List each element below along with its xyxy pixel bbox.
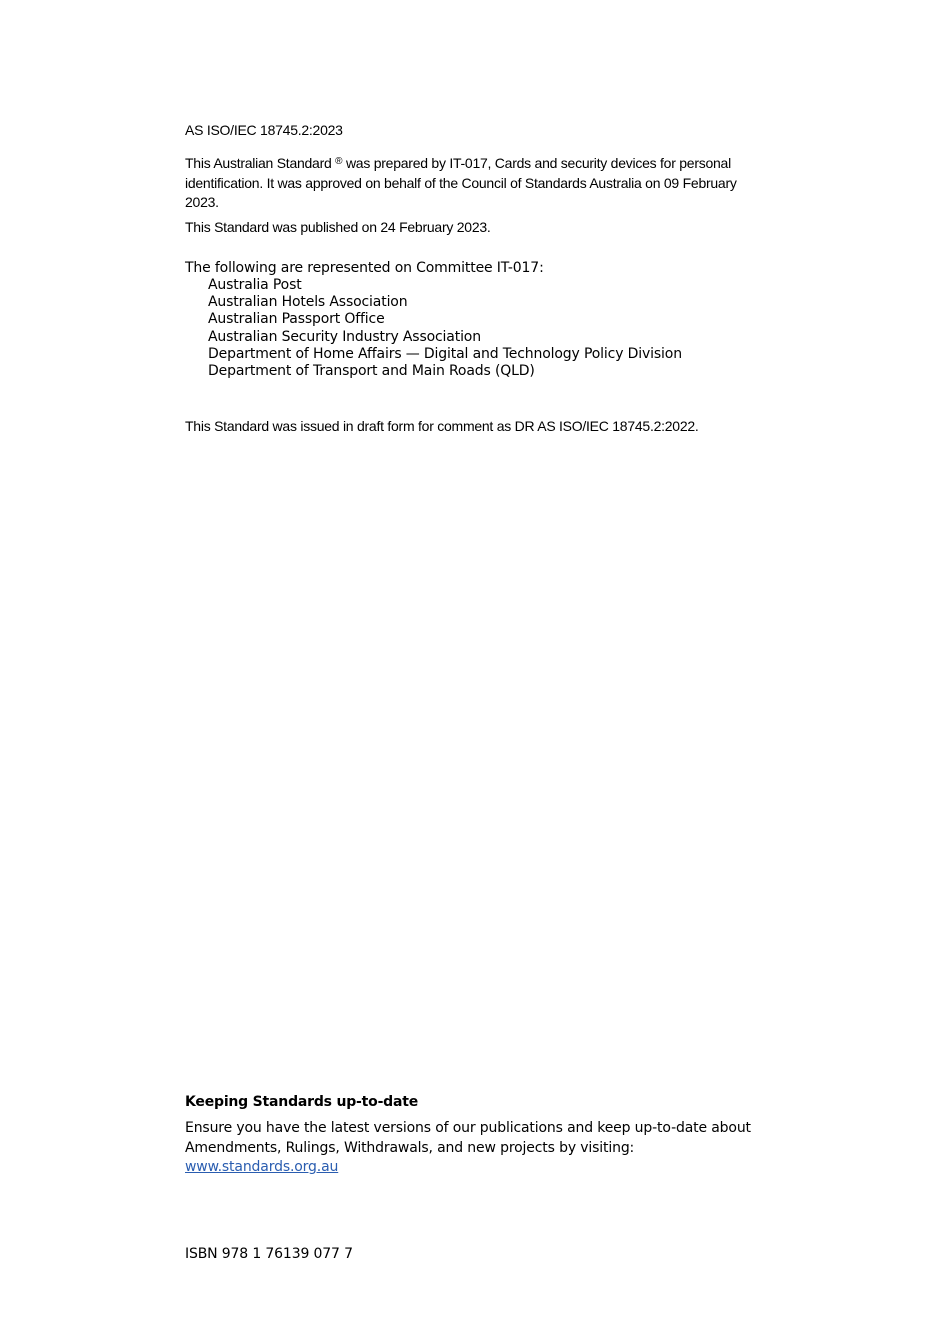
keeping-up-to-date-section bbox=[185, 1094, 785, 1178]
registered-trademark: ® bbox=[335, 156, 343, 167]
committee-intro: The following are represented on Committee IT-017: bbox=[185, 260, 544, 276]
committee-member: Australia Post bbox=[208, 277, 302, 293]
committee-section bbox=[185, 259, 682, 380]
document-identifier: AS ISO/IEC 18745.2:2023 bbox=[185, 122, 343, 138]
committee-member-list bbox=[185, 277, 682, 380]
committee-member: Department of Home Affairs — Digital and Technology Policy Division bbox=[208, 345, 682, 362]
approval-text: was prepared by IT-017, Cards and security devices for personal identification. It was approved on behalf of the Council of Standards Australia on 09 February 2023. bbox=[185, 155, 737, 210]
committee-member: Department of Transport and Main Roads (QLD) bbox=[208, 363, 535, 380]
approval-prefix: This Australian Standard bbox=[185, 155, 332, 171]
approval-statement bbox=[185, 154, 765, 213]
draft-note: This Standard was issued in draft form for comment as DR AS ISO/IEC 18745.2:2022. bbox=[185, 418, 699, 434]
keeping-text bbox=[185, 1119, 785, 1178]
isbn-number: ISBN 978 1 76139 077 7 bbox=[185, 1246, 353, 1262]
committee-member: Australian Hotels Association bbox=[208, 294, 408, 311]
publication-date-statement: This Standard was published on 24 February 2023. bbox=[185, 219, 491, 235]
committee-member: Australian Passport Office bbox=[208, 311, 385, 328]
keeping-heading: Keeping Standards up-to-date bbox=[185, 1094, 419, 1110]
standards-website-link[interactable]: www.standards.org.au bbox=[185, 1159, 339, 1175]
keeping-body: Ensure you have the latest versions of our publications and keep up-to-date about Amendments, Rulings, Withdrawals, and new projects by visiting: bbox=[185, 1120, 751, 1156]
committee-member: Australian Security Industry Association bbox=[208, 328, 481, 345]
